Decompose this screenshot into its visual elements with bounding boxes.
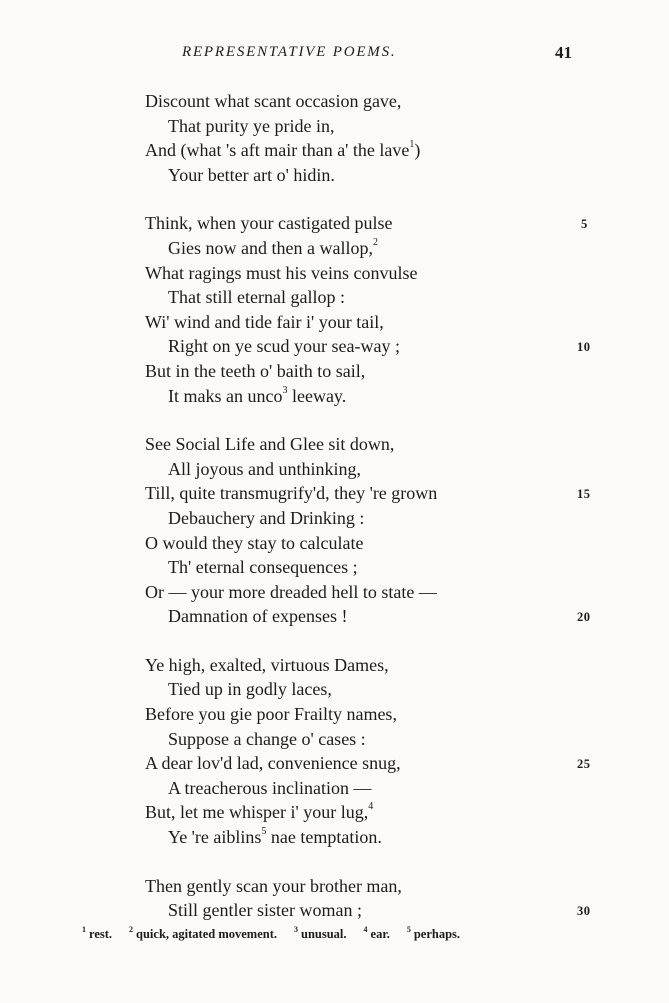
poem-line-text: Before you gie poor Frailty names,	[145, 704, 397, 725]
footnote-text: quick, agitated movement.	[136, 927, 277, 941]
footnote-text: perhaps.	[413, 927, 461, 941]
poem-line-text: All joyous and unthinking,	[168, 458, 361, 479]
footnote	[82, 924, 113, 942]
poem-line-text: Debauchery and Drinking :	[168, 507, 365, 528]
poem-line	[145, 359, 615, 384]
line-number: 30	[577, 904, 591, 919]
poem-line-text: Your better art o' hidin.	[168, 164, 335, 185]
poem-line-text: It maks an unco	[168, 385, 283, 406]
line-number: 20	[577, 610, 591, 625]
poem-line-text: Wi' wind and tide fair i' your tail,	[145, 311, 384, 332]
poem-line-text: A treacherous inclination —	[168, 777, 372, 798]
poem-line-text: Damnation of expenses !	[168, 606, 348, 627]
poem-line-tail: )	[414, 140, 421, 161]
poem-line-text: Or — your more dreaded hell to state —	[145, 581, 437, 602]
stanza	[145, 874, 615, 923]
footnote	[129, 924, 277, 942]
footnotes	[82, 924, 622, 942]
line-number: 15	[577, 487, 591, 502]
stanza	[145, 432, 615, 629]
poem-line-text: That purity ye pride in,	[168, 115, 335, 136]
poem-body	[145, 89, 615, 947]
poem-line	[145, 825, 615, 850]
poem-line	[145, 432, 615, 457]
footnote-marker: 1	[409, 139, 415, 151]
poem-line	[145, 653, 615, 678]
line-number: 10	[577, 340, 591, 355]
footnote-mark: 3	[294, 924, 298, 934]
footnote-marker: 5	[261, 826, 267, 838]
poem-line-text: Th' eternal consequences ;	[168, 557, 358, 578]
poem-line	[145, 751, 615, 776]
poem-line	[145, 261, 615, 286]
poem-line	[145, 89, 615, 114]
running-title: REPRESENTATIVE POEMS.	[182, 44, 397, 60]
poem-line	[145, 457, 615, 482]
poem-line-text: That still eternal gallop :	[168, 287, 345, 308]
poem-line-text: Discount what scant occasion gave,	[145, 91, 402, 111]
poem-line-text: Then gently scan your brother man,	[145, 875, 402, 896]
poem-line-tail: leeway.	[287, 385, 347, 406]
poem-line	[145, 898, 615, 923]
poem-line	[145, 481, 615, 506]
poem-line	[145, 114, 615, 139]
running-head	[0, 44, 669, 68]
poem-line-text: But in the teeth o' baith to sail,	[145, 360, 366, 381]
poem-line	[145, 531, 615, 556]
poem-line	[145, 702, 615, 727]
poem-line	[145, 384, 615, 409]
poem-line	[145, 334, 615, 359]
poem-line	[145, 163, 615, 188]
poem-line-text: A dear lov'd lad, convenience snug,	[145, 753, 401, 774]
poem-line-text: See Social Life and Glee sit down,	[145, 434, 395, 455]
footnote-text: rest.	[89, 927, 113, 941]
poem-line	[145, 604, 615, 629]
poem-line-text: But, let me whisper i' your lug,	[145, 802, 369, 823]
poem-line-text: And (what 's aft mair than a' the lave	[145, 140, 410, 161]
stanza	[145, 211, 615, 408]
footnote	[406, 924, 461, 942]
poem-line-text: Still gentler sister woman ;	[168, 900, 362, 921]
footnote-marker: 2	[372, 236, 378, 248]
poem-line	[145, 727, 615, 752]
poem-line-text: Right on ye scud your sea-way ;	[168, 336, 400, 357]
poem-line	[145, 555, 615, 580]
poem-line	[145, 800, 615, 825]
footnote-mark: 2	[129, 924, 134, 934]
footnote-marker: 4	[368, 801, 374, 813]
poem-line	[145, 211, 615, 236]
stanza	[145, 653, 615, 850]
footnote-mark: 5	[406, 924, 411, 934]
poem-line-text: Think, when your castigated pulse	[145, 213, 393, 234]
footnote-text: ear.	[370, 927, 390, 941]
poem-line-text: What ragings must his veins convulse	[145, 262, 418, 283]
poem-line	[145, 138, 615, 163]
poem-line-text: Till, quite transmugrify'd, they 're grown	[145, 483, 438, 504]
poem-line	[145, 677, 615, 702]
poem-line-text: Ye 're aiblins	[168, 827, 262, 848]
poem-line	[145, 776, 615, 801]
footnote-text: unusual.	[301, 927, 347, 941]
footnote-marker: 3	[282, 384, 288, 396]
stanza	[145, 89, 615, 187]
poem-line	[145, 236, 615, 261]
poem-line-tail: nae temptation.	[266, 827, 382, 848]
poem-line	[145, 285, 615, 310]
poem-line-text: Ye high, exalted, virtuous Dames,	[145, 654, 389, 675]
poem-line	[145, 310, 615, 335]
footnote	[294, 924, 347, 942]
footnote-mark: 1	[82, 924, 86, 934]
footnote-mark: 4	[363, 924, 368, 934]
line-number: 25	[577, 757, 591, 772]
poem-line-text: Gies now and then a wallop,	[168, 237, 373, 258]
poem-line	[145, 874, 615, 899]
page-number: 41	[555, 43, 572, 62]
footnote	[363, 924, 390, 942]
poem-line-text: Tied up in godly laces,	[168, 679, 332, 700]
poem-line	[145, 580, 615, 605]
poem-line	[145, 506, 615, 531]
poem-line-text: Suppose a change o' cases :	[168, 728, 366, 749]
poem-line-text: O would they stay to calculate	[145, 532, 364, 553]
line-number: 5	[581, 217, 588, 232]
